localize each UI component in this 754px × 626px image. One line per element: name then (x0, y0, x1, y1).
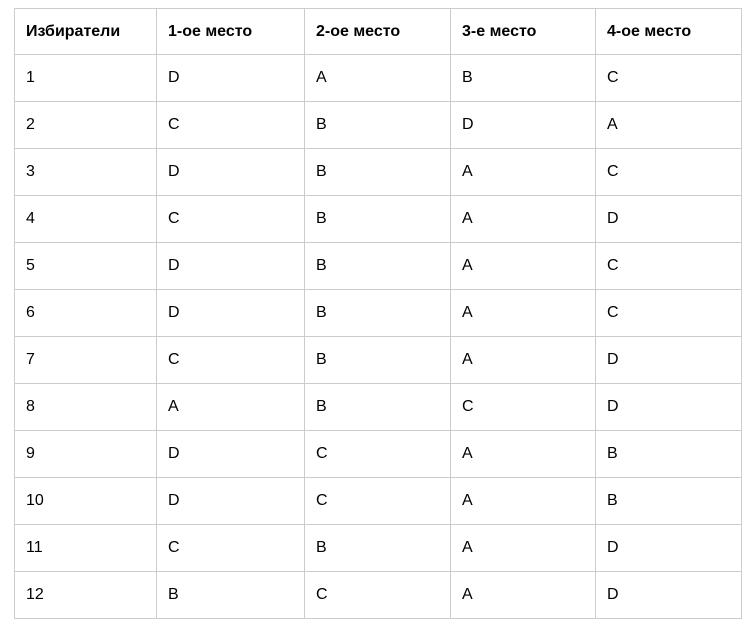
place-value-cell: D (596, 384, 742, 431)
place-value-cell: C (596, 290, 742, 337)
voter-number-cell: 8 (15, 384, 157, 431)
table-row (15, 102, 742, 149)
table-row (15, 290, 742, 337)
table-row (15, 243, 742, 290)
place-value-cell: C (596, 55, 742, 102)
table-row (15, 572, 742, 619)
place-value-cell: C (305, 572, 451, 619)
column-header-second-place: 2-ое место (305, 9, 451, 55)
place-value-cell: C (157, 102, 305, 149)
place-value-cell: C (157, 525, 305, 572)
table-row (15, 149, 742, 196)
place-value-cell: B (305, 149, 451, 196)
table-body (15, 55, 742, 619)
place-value-cell: B (305, 196, 451, 243)
place-value-cell: C (157, 337, 305, 384)
table-row (15, 55, 742, 102)
place-value-cell: B (596, 431, 742, 478)
place-value-cell: B (305, 337, 451, 384)
place-value-cell: A (596, 102, 742, 149)
place-value-cell: D (157, 290, 305, 337)
place-value-cell: D (157, 478, 305, 525)
place-value-cell: D (157, 243, 305, 290)
column-header-first-place: 1-ое место (157, 9, 305, 55)
voter-number-cell: 2 (15, 102, 157, 149)
voter-number-cell: 1 (15, 55, 157, 102)
place-value-cell: D (596, 572, 742, 619)
place-value-cell: C (596, 149, 742, 196)
place-value-cell: B (451, 55, 596, 102)
table-row (15, 196, 742, 243)
place-value-cell: A (451, 196, 596, 243)
column-header-fourth-place: 4-ое место (596, 9, 742, 55)
place-value-cell: D (596, 196, 742, 243)
voters-ranking-table (14, 8, 742, 619)
place-value-cell: B (305, 525, 451, 572)
place-value-cell: A (451, 525, 596, 572)
voter-number-cell: 10 (15, 478, 157, 525)
place-value-cell: A (451, 431, 596, 478)
voter-number-cell: 3 (15, 149, 157, 196)
place-value-cell: B (305, 243, 451, 290)
place-value-cell: D (157, 55, 305, 102)
table-header-row (15, 9, 742, 55)
table-row (15, 384, 742, 431)
column-header-voters: Избиратели (15, 9, 157, 55)
place-value-cell: A (451, 572, 596, 619)
place-value-cell: C (305, 431, 451, 478)
place-value-cell: D (596, 337, 742, 384)
place-value-cell: B (157, 572, 305, 619)
place-value-cell: C (451, 384, 596, 431)
table-row (15, 525, 742, 572)
place-value-cell: D (157, 431, 305, 478)
place-value-cell: A (451, 337, 596, 384)
place-value-cell: B (305, 290, 451, 337)
place-value-cell: A (451, 290, 596, 337)
voter-number-cell: 4 (15, 196, 157, 243)
place-value-cell: A (305, 55, 451, 102)
table-row (15, 431, 742, 478)
place-value-cell: A (451, 478, 596, 525)
table-row (15, 478, 742, 525)
voter-number-cell: 12 (15, 572, 157, 619)
table-row (15, 337, 742, 384)
place-value-cell: A (451, 243, 596, 290)
voter-number-cell: 6 (15, 290, 157, 337)
place-value-cell: A (451, 149, 596, 196)
place-value-cell: C (305, 478, 451, 525)
column-header-third-place: 3-е место (451, 9, 596, 55)
place-value-cell: D (451, 102, 596, 149)
voter-number-cell: 5 (15, 243, 157, 290)
place-value-cell: B (305, 102, 451, 149)
place-value-cell: D (596, 525, 742, 572)
voter-number-cell: 7 (15, 337, 157, 384)
place-value-cell: D (157, 149, 305, 196)
voter-number-cell: 9 (15, 431, 157, 478)
place-value-cell: C (157, 196, 305, 243)
place-value-cell: C (596, 243, 742, 290)
voter-number-cell: 11 (15, 525, 157, 572)
place-value-cell: B (305, 384, 451, 431)
place-value-cell: A (157, 384, 305, 431)
place-value-cell: B (596, 478, 742, 525)
